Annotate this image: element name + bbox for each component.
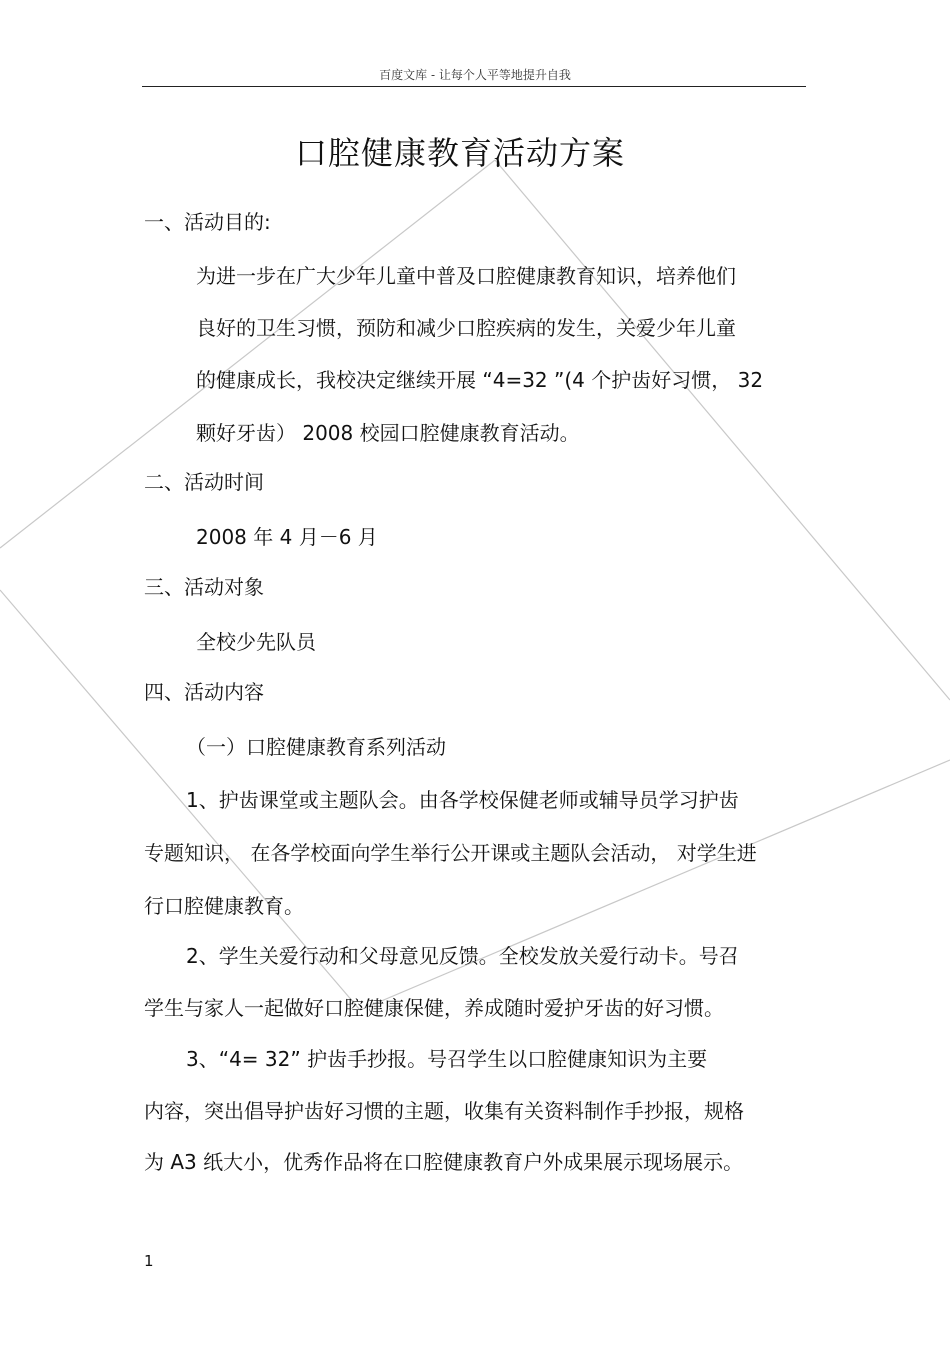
purpose-line-2: 良好的卫生习惯，预防和减少口腔疾病的发生，关爱少年儿童 [196,316,736,340]
item1-line-3: 行口腔健康教育。 [144,894,304,918]
item2-line-1: 2、学生关爱行动和父母意见反馈。全校发放关爱行动卡。号召 [186,944,739,968]
header-rule [142,86,806,87]
page-header: 百度文库 - 让每个人平等地提升自我 [379,68,571,82]
section-heading-time: 二、活动时间 [144,470,264,494]
purpose-line-1: 为进一步在广大少年儿童中普及口腔健康教育知识，培养他们 [196,264,736,288]
section-heading-target: 三、活动对象 [144,575,264,599]
purpose-line-3: 的健康成长，我校决定继续开展 “4=32 ”(4 个护齿好习惯， 32 [196,368,764,392]
target-value: 全校少先队员 [196,630,316,654]
time-value: 2008 年 4 月－6 月 [196,525,378,549]
page-number: 1 [144,1252,154,1270]
item2-line-2: 学生与家人一起做好口腔健康保健，养成随时爱护牙齿的好习惯。 [144,996,724,1020]
content-subheading: （一）口腔健康教育系列活动 [186,735,446,759]
item3-line-1: 3、“4= 32” 护齿手抄报。号召学生以口腔健康知识为主要 [186,1047,708,1071]
item3-line-3: 为 A3 纸大小，优秀作品将在口腔健康教育户外成果展示现场展示。 [144,1150,744,1174]
document-title: 口腔健康教育活动方案 [294,134,625,172]
item3-line-2: 内容，突出倡导护齿好习惯的主题，收集有关资料制作手抄报，规格 [144,1099,744,1123]
purpose-line-4: 颗好牙齿） 2008 校园口腔健康教育活动。 [196,421,580,445]
section-heading-content: 四、活动内容 [144,680,264,704]
item1-line-2: 专题知识， 在各学校面向学生举行公开课或主题队会活动， 对学生进 [144,841,757,865]
item1-line-1: 1、护齿课堂或主题队会。由各学校保健老师或辅导员学习护齿 [186,788,739,812]
section-heading-purpose: 一、活动目的: [144,210,271,234]
